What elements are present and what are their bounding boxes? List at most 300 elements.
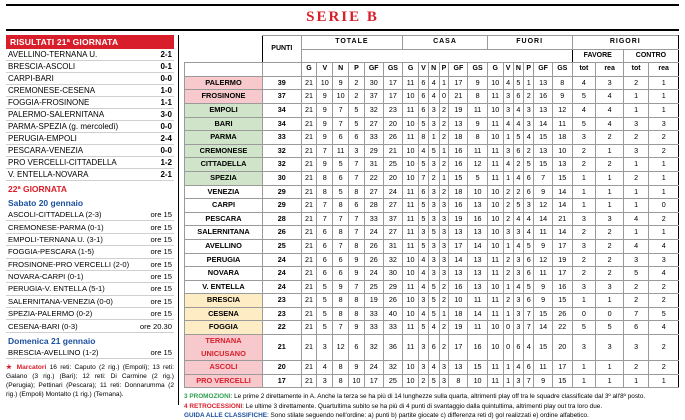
standings-head [185,36,679,77]
pen-contro-rea: 1 [649,171,679,185]
stat-fuori-gf: 9 [534,280,553,294]
stat-casa-n: 2 [428,171,439,185]
pen-favore-tot: 1 [572,294,596,308]
pen-contro-tot: 1 [623,103,649,117]
stat-casa-g: 11 [403,131,419,145]
stat-totale-g: 21 [301,171,317,185]
stat-fuori-gf: 7 [534,171,553,185]
stat-casa-n: 4 [428,361,439,375]
result-score: 2-1 [152,49,174,61]
result-score: 1-2 [152,157,174,169]
stat-fuori-gf: 14 [534,117,553,131]
stat-totale-p: 9 [349,267,365,281]
stat-totale-g: 21 [301,321,317,335]
team-name: NOVARA [185,267,263,281]
standings-row [185,90,679,104]
stat-fuori-gs: 15 [553,171,573,185]
stat-totale-gs: 20 [383,117,403,131]
pen-contro-rea: 2 [649,335,679,361]
pen-contro-tot: 1 [623,226,649,240]
stat-fuori-n: 3 [513,253,524,267]
stat-casa-v: 3 [418,361,428,375]
fixture-time: ore 15 [134,283,174,295]
pen-favore-rea: 5 [596,321,624,335]
team-name: TERNANA UNICUSANO [185,335,263,361]
stat-casa-p: 3 [439,253,449,267]
stat-casa-g: 11 [403,76,419,90]
fixture-row [6,258,174,270]
stat-totale-p: 9 [349,321,365,335]
result-match: CARPI-BARI [6,73,152,85]
stat-fuori-gs: 12 [553,103,573,117]
stat-totale-p: 3 [349,144,365,158]
pen-contro-tot: 2 [623,361,649,375]
stat-totale-gf: 37 [364,90,383,104]
stat-fuori-p: 6 [524,253,534,267]
stat-totale-gs: 27 [383,199,403,213]
stat-casa-gf: 19 [449,103,468,117]
fixture-row [6,270,174,282]
stat-casa-g: 11 [403,199,419,213]
team-points: 30 [263,171,302,185]
fixture-match: SALERNITANA-VENEZIA (0-0) [6,295,134,307]
fixture-time: ore 15 [134,209,174,221]
fixture-match: EMPOLI-TERNANA U. (3-1) [6,233,134,245]
punti-header: PUNTI [263,36,302,63]
colhead-totale-p: P [349,63,365,77]
stat-fuori-v: 2 [503,253,513,267]
result-score: 3-0 [152,109,174,121]
stat-casa-v: 6 [418,76,428,90]
fixture-match: FROSINONE-PRO VERCELLI (2-0) [6,258,134,270]
stat-fuori-gs: 17 [553,239,573,253]
stat-totale-g: 21 [301,361,317,375]
stat-fuori-v: 1 [503,361,513,375]
pen-contro-tot: 7 [623,307,649,321]
stat-totale-n: 6 [333,267,349,281]
pen-contro-rea: 4 [649,321,679,335]
team-name: BRESCIA [185,294,263,308]
stat-totale-g: 21 [301,239,317,253]
stat-casa-v: 7 [418,171,428,185]
pen-contro-tot: 5 [623,267,649,281]
stat-fuori-gf: 12 [534,199,553,213]
pen-contro-rea: 1 [649,185,679,199]
stat-totale-p: 8 [349,294,365,308]
stat-totale-v: 6 [317,267,333,281]
pen-favore-tot: 3 [572,239,596,253]
stat-casa-v: 2 [418,374,428,388]
stat-fuori-v: 4 [503,117,513,131]
pen-contro-rea: 3 [649,117,679,131]
pen-contro-rea: 2 [649,212,679,226]
stat-fuori-v: 4 [503,158,513,172]
stat-totale-v: 9 [317,117,333,131]
result-row [6,133,174,145]
stat-fuori-gs: 22 [553,321,573,335]
fixture-time: ore 15 [134,347,174,359]
stat-totale-g: 21 [301,76,317,90]
stat-totale-gs: 25 [383,158,403,172]
stat-fuori-gf: 15 [534,131,553,145]
stat-casa-gs: 8 [468,90,488,104]
stat-totale-g: 21 [301,267,317,281]
pen-contro-rea: 4 [649,267,679,281]
stat-fuori-g: 10 [487,280,503,294]
stat-totale-v: 6 [317,226,333,240]
fixture-match: CESENA-BARI (0-3) [6,320,134,332]
stat-fuori-gs: 15 [553,294,573,308]
stat-fuori-gf: 9 [534,185,553,199]
spacer-totale [301,49,403,63]
stat-casa-gs: 14 [468,307,488,321]
stat-totale-p: 2 [349,90,365,104]
colhead-fuori-gf: GF [534,63,553,77]
legend-retro-text: : Le ultime 3 direttamente. Quartultima subito se ha più di 4 punti di svantaggio dalla quintultima, altrimenti play out tra loro due. [242,402,603,410]
stat-fuori-v: 0 [503,335,513,361]
stat-fuori-gf: 9 [534,239,553,253]
stat-totale-n: 8 [333,294,349,308]
stat-totale-p: 9 [349,253,365,267]
team-name: PALERMO [185,76,263,90]
team-points: 20 [263,361,302,375]
stat-totale-gf: 32 [364,103,383,117]
stat-totale-v: 4 [317,361,333,375]
pen-contro-tot: 3 [623,144,649,158]
team-name: PRO VERCELLI [185,374,263,388]
saturday-label: Sabato 20 gennaio [8,198,84,208]
stat-casa-p: 2 [439,117,449,131]
stat-totale-gs: 26 [383,294,403,308]
stat-totale-v: 6 [317,239,333,253]
stat-totale-n: 8 [333,199,349,213]
stat-casa-n: 5 [428,294,439,308]
stat-casa-gs: 11 [468,321,488,335]
pen-contro-rea: 1 [649,76,679,90]
pen-favore-tot: 1 [572,361,596,375]
stat-casa-gs: 11 [468,144,488,158]
standings-row [185,199,679,213]
stat-fuori-g: 10 [487,103,503,117]
stat-fuori-g: 11 [487,294,503,308]
stat-fuori-gs: 26 [553,307,573,321]
stat-casa-gf: 16 [449,158,468,172]
pen-favore-tot: 1 [572,199,596,213]
stat-fuori-gs: 8 [553,76,573,90]
pen-favore-rea: 0 [596,307,624,321]
team-col-header [185,36,263,63]
stat-fuori-n: 3 [513,307,524,321]
stat-totale-n: 8 [333,226,349,240]
stat-fuori-v: 1 [503,131,513,145]
stat-totale-gs: 33 [383,321,403,335]
stat-totale-gs: 27 [383,226,403,240]
stat-fuori-n: 3 [513,294,524,308]
stat-casa-g: 10 [403,253,419,267]
stat-casa-v: 5 [418,321,428,335]
fixture-match: ASCOLI-CITTADELLA (2-3) [6,209,134,221]
pen-favore-tot: 3 [572,335,596,361]
stat-casa-n: 5 [428,307,439,321]
stat-casa-g: 11 [403,103,419,117]
team-name: PERUGIA [185,253,263,267]
stat-casa-g: 11 [403,226,419,240]
standings-row [185,307,679,321]
stat-totale-p: 9 [349,361,365,375]
pen-contro-tot: 1 [623,374,649,388]
stat-fuori-gf: 9 [534,374,553,388]
stat-totale-gf: 33 [364,321,383,335]
pen-favore-tot: 2 [572,226,596,240]
colhead-casa-g: G [403,63,419,77]
standings-row [185,374,679,388]
standings-row [185,185,679,199]
result-score: 1-0 [152,85,174,97]
stat-casa-g: 10 [403,307,419,321]
result-match: BRESCIA-ASCOLI [6,61,152,73]
stat-fuori-v: 3 [503,226,513,240]
stat-totale-gf: 33 [364,307,383,321]
result-score: 0-1 [152,61,174,73]
stat-fuori-gs: 14 [553,226,573,240]
stat-casa-p: 3 [439,374,449,388]
stat-totale-n: 6 [333,171,349,185]
colhead-punti [263,63,302,77]
stat-casa-n: 3 [428,103,439,117]
standings-row [185,361,679,375]
pen-favore-tot: 2 [572,253,596,267]
pen-favore-rea: 1 [596,294,624,308]
stat-fuori-n: 4 [513,103,524,117]
stat-fuori-n: 6 [513,335,524,361]
next-round-header: 22ª GIORNATA [8,184,68,194]
stat-casa-p: 2 [439,185,449,199]
stat-fuori-v: 2 [503,199,513,213]
stat-fuori-n: 4 [513,361,524,375]
stat-fuori-g: 11 [487,90,503,104]
stat-fuori-gf: 14 [534,212,553,226]
pen-favore-tot: 1 [572,171,596,185]
subgroup-contro: CONTRO [623,49,678,63]
pen-contro-tot: 2 [623,294,649,308]
stat-fuori-gf: 9 [534,294,553,308]
result-row [6,49,174,61]
stat-fuori-gs: 14 [553,199,573,213]
stat-fuori-gs: 20 [553,335,573,361]
stat-casa-gs: 13 [468,267,488,281]
fixture-row [6,320,174,332]
pen-favore-tot: 3 [572,212,596,226]
stat-fuori-g: 10 [487,226,503,240]
standings-row [185,267,679,281]
standings-row [185,117,679,131]
stat-casa-v: 6 [418,103,428,117]
stat-casa-gs: 5 [468,171,488,185]
stat-fuori-v: 2 [503,294,513,308]
team-points: 37 [263,90,302,104]
stat-totale-p: 2 [349,76,365,90]
stat-casa-p: 2 [439,294,449,308]
stat-casa-p: 3 [439,267,449,281]
stat-fuori-gs: 21 [553,212,573,226]
stat-casa-gf: 18 [449,131,468,145]
stat-casa-g: 10 [403,374,419,388]
stat-fuori-p: 5 [524,158,534,172]
stat-totale-n: 10 [333,90,349,104]
stat-totale-gs: 31 [383,239,403,253]
results-list [6,49,174,181]
fixture-time: ore 15 [134,221,174,233]
team-name: CESENA [185,307,263,321]
stat-totale-g: 21 [301,374,317,388]
stat-casa-p: 3 [439,361,449,375]
stat-casa-v: 5 [418,158,428,172]
colhead-fuori-p: P [524,63,534,77]
stat-casa-g: 11 [403,212,419,226]
stat-casa-g: 10 [403,294,419,308]
stat-casa-p: 1 [439,171,449,185]
stat-casa-g: 11 [403,239,419,253]
stat-casa-n: 3 [428,158,439,172]
stat-fuori-p: 3 [524,117,534,131]
stat-casa-gf: 19 [449,212,468,226]
colhead-totale-gf: GF [364,63,383,77]
stat-totale-n: 8 [333,361,349,375]
stat-fuori-p: 4 [524,212,534,226]
stat-fuori-p: 1 [524,76,534,90]
standings-row [185,131,679,145]
pen-favore-tot: 5 [572,90,596,104]
stat-fuori-v: 2 [503,267,513,281]
standings-row [185,76,679,90]
colhead-fuori-gs: GS [553,63,573,77]
scorers-block [6,364,174,400]
stat-totale-n: 11 [333,144,349,158]
team-name: CREMONESE [185,144,263,158]
stat-casa-gf: 18 [449,307,468,321]
spacer-casa [403,49,488,63]
colhead-casa-n: N [428,63,439,77]
pen-favore-rea: 4 [596,90,624,104]
pen-favore-rea: 1 [596,374,624,388]
stat-fuori-v: 1 [503,374,513,388]
stat-casa-gs: 10 [468,374,488,388]
stat-totale-v: 6 [317,253,333,267]
stat-casa-n: 5 [428,374,439,388]
pen-contro-tot: 2 [623,131,649,145]
spacer-fuori [487,49,572,63]
stat-casa-g: 11 [403,280,419,294]
stat-totale-v: 5 [317,280,333,294]
stat-totale-v: 8 [317,171,333,185]
stat-totale-gf: 33 [364,212,383,226]
pen-favore-rea: 3 [596,335,624,361]
stat-casa-gf: 13 [449,117,468,131]
stat-casa-gf: 10 [449,294,468,308]
pen-favore-rea: 2 [596,158,624,172]
stat-casa-n: 4 [428,321,439,335]
stat-casa-g: 10 [403,144,419,158]
sunday-fixtures [6,347,174,359]
stat-casa-p: 1 [439,307,449,321]
stat-totale-p: 8 [349,307,365,321]
stat-totale-v: 9 [317,90,333,104]
stat-fuori-p: 5 [524,280,534,294]
result-match: PRO VERCELLI-CITTADELLA [6,157,152,169]
stat-fuori-p: 6 [524,185,534,199]
pen-contro-tot: 4 [623,239,649,253]
fixture-row [6,209,174,221]
stat-fuori-gf: 16 [534,90,553,104]
colhead-totale-gs: GS [383,63,403,77]
stat-totale-g: 21 [301,226,317,240]
colhead-casa-v: V [418,63,428,77]
stat-totale-gf: 28 [364,199,383,213]
stat-fuori-n: 4 [513,117,524,131]
stat-totale-gf: 19 [364,294,383,308]
stat-fuori-g: 11 [487,158,503,172]
stat-fuori-n: 5 [513,76,524,90]
right-column [184,35,679,419]
stat-fuori-p: 5 [524,239,534,253]
stat-casa-p: 2 [439,103,449,117]
fixture-time: ore 15 [134,308,174,320]
group-casa: CASA [403,36,488,50]
stat-fuori-g: 11 [487,307,503,321]
results-header: RISULTATI 21ª GIORNATA [6,35,174,49]
pen-favore-tot: 2 [572,267,596,281]
stat-totale-v: 5 [317,294,333,308]
stat-totale-v: 3 [317,335,333,361]
colhead-casa-gs: GS [468,63,488,77]
fixture-row [6,295,174,307]
fixture-match: NOVARA-CARPI (0-1) [6,270,134,282]
stat-totale-v: 5 [317,321,333,335]
stat-fuori-n: 4 [513,280,524,294]
team-name: SALERNITANA [185,226,263,240]
pen-favore-rea: 2 [596,226,624,240]
stat-totale-p: 5 [349,117,365,131]
pen-favore-tot: 3 [572,280,596,294]
stat-fuori-gf: 11 [534,226,553,240]
stat-totale-g: 21 [301,158,317,172]
pen-contro-tot: 1 [623,90,649,104]
legend-retro-key: 4 RETROCESSIONI [184,402,243,410]
standings-row [185,226,679,240]
stat-casa-gf: 17 [449,239,468,253]
pen-contro-rea: 1 [649,374,679,388]
pen-contro-rea: 2 [649,280,679,294]
stat-totale-v: 9 [317,103,333,117]
team-points: 29 [263,199,302,213]
standings-row [185,171,679,185]
stat-casa-g: 11 [403,335,419,361]
stat-fuori-g: 10 [487,199,503,213]
stat-fuori-n: 3 [513,374,524,388]
stat-totale-p: 7 [349,212,365,226]
stat-fuori-v: 3 [503,144,513,158]
colhead-fuori-v: V [503,63,513,77]
stat-fuori-gs: 19 [553,253,573,267]
stat-totale-gf: 24 [364,226,383,240]
stat-casa-v: 4 [418,280,428,294]
stat-fuori-v: 1 [503,171,513,185]
stat-fuori-p: 4 [524,131,534,145]
stat-totale-n: 7 [333,239,349,253]
stat-totale-v: 10 [317,76,333,90]
pen-contro-tot: 4 [623,212,649,226]
pen-contro-tot: 1 [623,185,649,199]
